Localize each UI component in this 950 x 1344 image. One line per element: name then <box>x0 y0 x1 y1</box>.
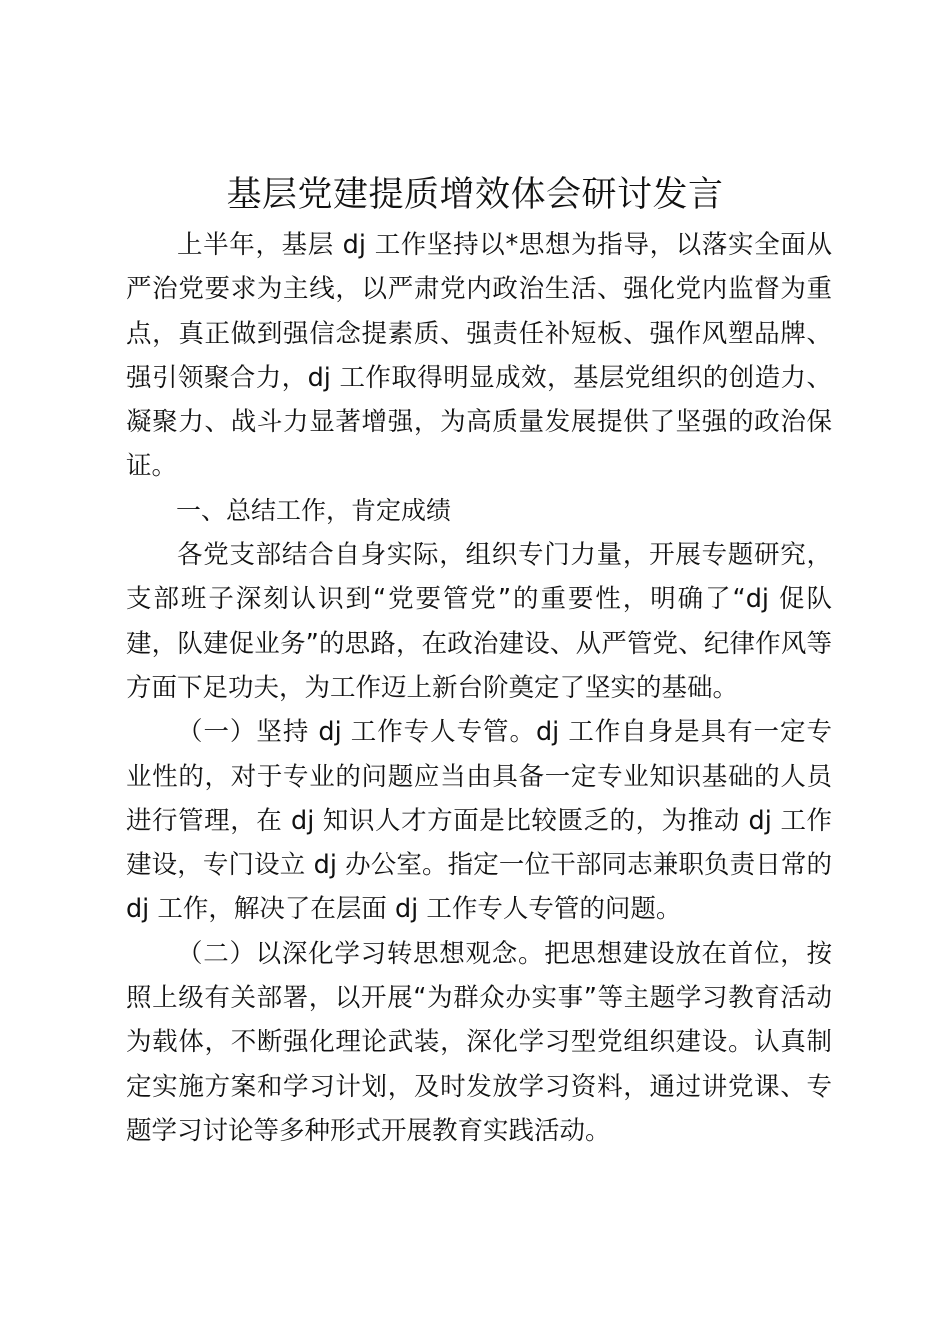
document-body <box>126 223 832 1153</box>
paragraph-branch-work: 各党支部结合自身实际，组织专门力量，开展专题研究，支部班子深刻认识到“党要管党”的重要性，明确了“dj 促队建，队建促业务”的思路，在政治建设、从严管党、纪律作风等方面下足功夫，为工作迈上新台阶奠定了坚实的基础。 <box>126 540 832 703</box>
paragraph-item-two: （二）以深化学习转思想观念。把思想建设放在首位，按照上级有关部署，以开展“为群众办实事”等主题学习教育活动为载体，不断强化理论武装，深化学习型党组织建设。认真制定实施方案和学习计划，及时发放学习资料，通过讲党课、专题学习讨论等多种形式开展教育实践活动。 <box>126 938 832 1146</box>
paragraph-intro: 上半年，基层 dj 工作坚持以*思想为指导，以落实全面从严治党要求为主线，以严肃党内政治生活、强化党内监督为重点，真正做到强信念提素质、强责任补短板、强作风塑品牌、强引领聚合力，dj 工作取得明显成效，基层党组织的创造力、凝聚力、战斗力显著增强，为高质量发展提供了坚强的政治保证。 <box>126 230 832 482</box>
paragraph-item-one: （一）坚持 dj 工作专人专管。dj 工作自身是具有一定专业性的，对于专业的问题应当由具备一定专业知识基础的人员进行管理，在 dj 知识人才方面是比较匮乏的，为推动 dj 工作建设，专门设立 dj 办公室。指定一位干部同志兼职负责日常的 dj 工作，解决了在层面 dj 工作专人专管的问题。 <box>126 717 832 925</box>
section-heading-summary: 一、总结工作，肯定成绩 <box>176 495 452 525</box>
document-title: 基层党建提质增效体会研讨发言 <box>226 175 724 215</box>
